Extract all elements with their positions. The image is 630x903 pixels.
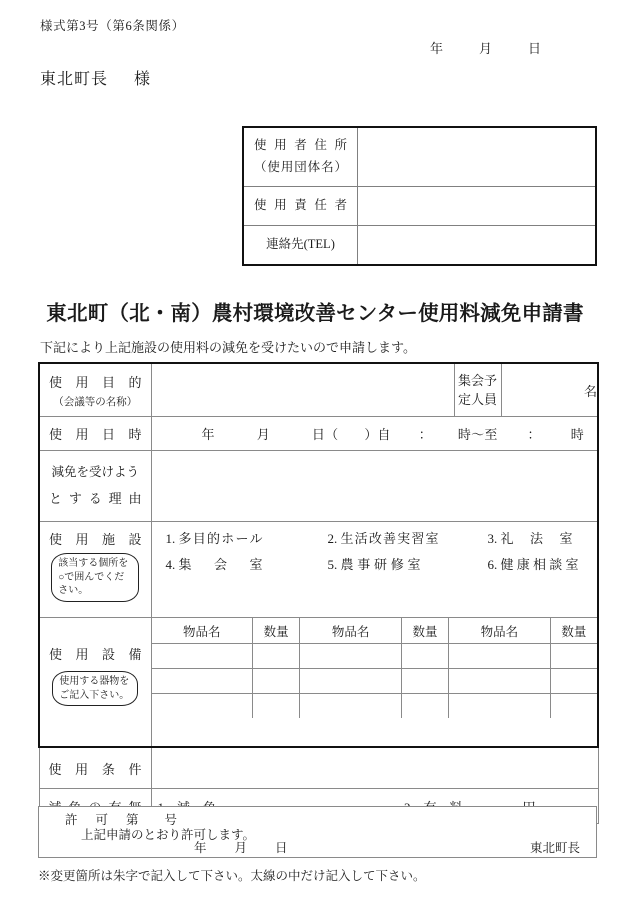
application-main-table [38,362,599,824]
datetime-year: 年 [201,427,215,442]
equipment-row [152,669,598,694]
equipment-cell[interactable] [253,694,300,719]
applicant-manager-label [243,187,358,226]
equipment-header-qty-1: 数量 [253,618,300,644]
equipment-cell[interactable] [253,669,300,694]
datetime-label [39,417,151,451]
equipment-header-name-1: 物品名 [152,618,253,644]
datetime-weekday-open: （ [325,427,339,442]
facility-label [39,522,151,618]
equipment-cell[interactable] [550,694,597,719]
equipment-cell[interactable] [152,694,253,719]
equipment-cell[interactable] [152,669,253,694]
footnote: ※変更箇所は朱字で記入して下さい。太線の中だけ記入して下さい。 [38,869,426,883]
equipment-header-row [152,618,598,644]
equipment-label-text: 使用設備 [49,647,142,662]
table-row-datetime [39,417,598,451]
addressee-honorific: 様 [134,71,152,88]
facility-options-cell[interactable] [151,522,598,618]
permit-statement: 上記申請のとおり許可します。 [81,828,256,842]
equipment-cell[interactable] [253,644,300,669]
permit-label-b: 可 [95,813,109,827]
purpose-label [39,363,151,417]
equipment-header-name-3: 物品名 [449,618,551,644]
facility-option-1[interactable] [166,526,328,552]
table-row-reason [39,451,598,522]
conditions-label-text: 使用条件 [48,761,142,777]
table-row-conditions [39,747,598,789]
datetime-hour1: 時～至 [457,427,498,442]
facility-label-text: 使用施設 [49,532,142,547]
facility-option-3[interactable] [488,526,598,552]
applicant-manager-label-text: 使用責任者 [254,198,347,213]
table-row [243,226,596,266]
addressee-line [40,66,151,89]
facility-option-1-no: 1. [165,531,176,546]
attendance-label [454,363,501,417]
equipment-table [152,618,598,718]
datetime-colon2: ： [527,427,541,442]
attendance-label-line2: 定人員 [457,392,497,407]
conditions-label [39,747,151,789]
permit-signer: 東北町長 [529,841,580,855]
permit-month: 月 [234,841,248,855]
datetime-from: 自 [377,427,391,442]
equipment-cell[interactable] [300,694,402,719]
facility-option-6-name: 健康相談室 [500,557,579,572]
equipment-cell[interactable] [401,644,448,669]
date-day-label: 日 [528,41,542,56]
facility-option-3-no: 3. [487,531,498,546]
equipment-cell[interactable] [300,644,402,669]
datetime-line [152,424,598,443]
datetime-weekday-close: ） [364,427,378,442]
equipment-header-qty-2: 数量 [401,618,448,644]
purpose-label-text: 使用目的 [49,374,142,390]
applicant-address-label-line1: 使用者住所 [254,138,347,153]
reason-label-line1: 減免を受けよう [51,465,139,480]
equipment-cell[interactable] [449,669,551,694]
permit-label-a: 許 [65,813,78,827]
applicant-address-label [243,127,358,187]
datetime-day: 日 [311,427,326,442]
facility-option-1-name: 多目的ホール [178,531,263,546]
equipment-header-name-2: 物品名 [300,618,402,644]
attendance-label-line1: 集会予 [457,372,497,388]
table-row-purpose [39,363,598,417]
date-month-label: 月 [479,41,493,56]
date-year-label: 年 [430,41,444,56]
applicant-tel-value[interactable] [358,226,597,266]
equipment-cell[interactable] [300,669,402,694]
equipment-subtable-cell [151,618,598,748]
equipment-cell[interactable] [550,669,597,694]
page-title: 東北町（北・南）農村環境改善センター使用料減免申請書 [46,303,584,325]
facility-option-4-name: 集会室 [178,557,263,572]
facility-option-4[interactable] [166,552,328,578]
form-number: 様式第3号（第6条関係） [40,19,185,33]
facility-option-2-name: 生活改善実習室 [340,531,439,546]
datetime-value-cell[interactable] [151,417,598,451]
facility-option-6[interactable] [488,552,598,578]
equipment-header-qty-3: 数量 [550,618,597,644]
datetime-label-text: 使用日時 [49,427,142,442]
equipment-cell[interactable] [550,644,597,669]
permit-day: 日 [275,841,288,855]
purpose-sub-label: （会議等の名称） [53,396,138,408]
reason-value[interactable] [151,451,598,522]
datetime-month: 月 [256,427,270,442]
conditions-value[interactable] [151,747,598,789]
attendance-unit: 名 [583,383,597,399]
equipment-row [152,694,598,719]
equipment-row [152,644,598,669]
facility-option-2-no: 2. [327,531,338,546]
facility-option-4-no: 4. [165,557,176,572]
addressee-name: 東北町長 [40,71,109,88]
facility-option-3-name: 礼法室 [500,531,573,546]
applicant-address-value[interactable] [358,127,597,187]
table-row [243,187,596,226]
reason-label [39,451,151,522]
facility-options [152,522,598,582]
equipment-cell[interactable] [401,669,448,694]
reason-label-line2: とする理由 [49,491,142,507]
purpose-value[interactable] [151,363,454,417]
permit-box [38,806,597,858]
facility-option-6-no: 6. [487,557,498,572]
applicant-tel-label [243,226,358,266]
lead-text: 下記により上記施設の使用料の減免を受けたいので申請します。 [40,340,416,355]
facility-option-2[interactable] [328,526,488,552]
equipment-cell[interactable] [401,694,448,719]
equipment-label [39,618,151,748]
datetime-colon1: ： [418,427,432,442]
date-line [430,38,541,57]
equipment-cell[interactable] [152,644,253,669]
equipment-cell[interactable] [449,644,551,669]
facility-option-5-no: 5. [327,557,338,572]
attendance-value-cell[interactable] [501,363,598,417]
facility-hint-box: 該当する個所を○で囲んでください。 [51,553,139,602]
table-row-facility [39,522,598,618]
permit-label-c: 第 [126,813,139,827]
permit-date-line [194,838,288,856]
equipment-hint-box: 使用する器物をご記入下さい。 [52,671,138,706]
table-row-equipment [39,618,598,748]
table-row [243,127,596,187]
equipment-cell[interactable] [449,694,551,719]
permit-year: 年 [194,841,207,855]
applicant-address-label-line2: （使用団体名） [254,160,347,174]
applicant-manager-value[interactable] [358,187,597,226]
permit-label-d: 号 [164,813,178,827]
applicant-info-table [242,126,597,266]
datetime-hour2: 時 [570,427,584,442]
facility-option-5-name: 農事研修室 [340,557,421,572]
applicant-tel-label-text: 連絡先(TEL) [266,237,335,252]
facility-option-5[interactable] [328,552,488,578]
